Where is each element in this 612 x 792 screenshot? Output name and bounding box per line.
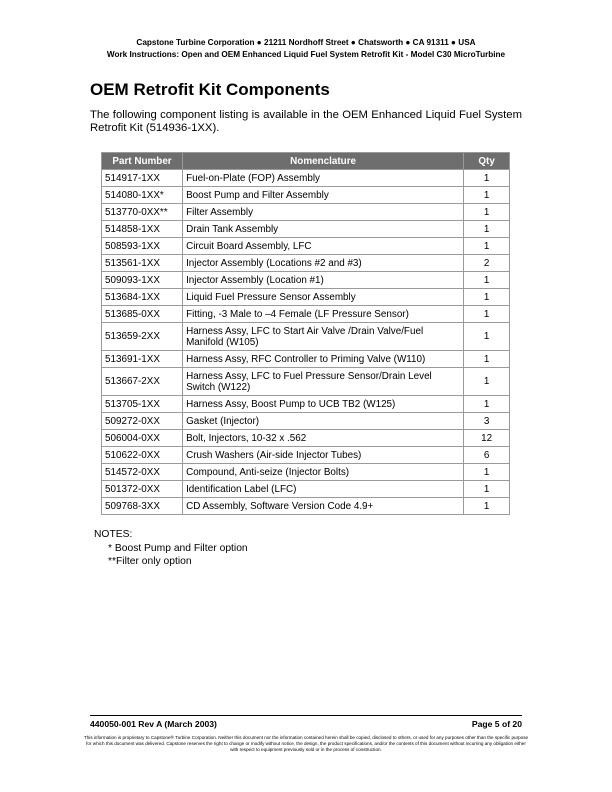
part-number-cell: 513561-1XX	[102, 255, 183, 272]
footer-disclaimer: This information is proprietary to Capstone® Turbine Corporation. Neither this document nor the information contained herein shall be copied, disclosed to others, or used for any purposes other than the specific purpose for which this document was delivered. Capstone reserves the right to change or modify without notice, the design, the product specifications, and/or the contents of this document without incurring any obligation either with respect to equipment previously sold or in the process of construction.	[83, 735, 529, 752]
table-row	[102, 306, 510, 323]
nomenclature-cell: Identification Label (LFC)	[183, 481, 464, 498]
header-doc-line: Work Instructions: Open and OEM Enhanced Liquid Fuel System Retrofit Kit - Model C30 MicroTurbine	[106, 50, 506, 59]
qty-cell: 1	[464, 187, 510, 204]
header-nomenclature: Nomenclature	[183, 153, 464, 170]
nomenclature-cell: Filter Assembly	[183, 204, 464, 221]
page-title: OEM Retrofit Kit Components	[90, 80, 330, 99]
nomenclature-cell: Crush Washers (Air-side Injector Tubes)	[183, 447, 464, 464]
footer-page-number: Page 5 of 20	[471, 719, 522, 729]
table-row	[102, 272, 510, 289]
nomenclature-cell: Liquid Fuel Pressure Sensor Assembly	[183, 289, 464, 306]
part-number-cell: 513667-2XX	[102, 368, 183, 396]
nomenclature-cell: Gasket (Injector)	[183, 413, 464, 430]
part-number-cell: 506004-0XX	[102, 430, 183, 447]
part-number-cell: 509272-0XX	[102, 413, 183, 430]
nomenclature-cell: Circuit Board Assembly, LFC	[183, 238, 464, 255]
note-item: **Filter only option	[108, 556, 192, 567]
notes-heading: NOTES:	[94, 529, 133, 540]
part-number-cell: 509093-1XX	[102, 272, 183, 289]
footer-divider	[90, 715, 522, 716]
qty-cell: 1	[464, 204, 510, 221]
part-number-cell: 501372-0XX	[102, 481, 183, 498]
qty-cell: 1	[464, 289, 510, 306]
table-row	[102, 289, 510, 306]
table-row	[102, 351, 510, 368]
part-number-cell: 513684-1XX	[102, 289, 183, 306]
qty-cell: 12	[464, 430, 510, 447]
table-row	[102, 170, 510, 187]
nomenclature-cell: Boost Pump and Filter Assembly	[183, 187, 464, 204]
nomenclature-cell: Harness Assy, LFC to Fuel Pressure Sensor/Drain Level Switch (W122)	[183, 368, 464, 396]
table-row	[102, 204, 510, 221]
notes-section	[94, 528, 248, 569]
qty-cell: 1	[464, 368, 510, 396]
part-number-cell: 510622-0XX	[102, 447, 183, 464]
nomenclature-cell: Bolt, Injectors, 10-32 x .562	[183, 430, 464, 447]
part-number-cell: 513659-2XX	[102, 323, 183, 351]
footer-doc-id: 440050-001 Rev A (March 2003)	[90, 719, 217, 729]
nomenclature-cell: Injector Assembly (Locations #2 and #3)	[183, 255, 464, 272]
qty-cell: 1	[464, 396, 510, 413]
part-number-cell: 513770-0XX**	[102, 204, 183, 221]
header-qty: Qty	[464, 153, 510, 170]
qty-cell: 1	[464, 272, 510, 289]
table-row	[102, 413, 510, 430]
part-number-cell: 514917-1XX	[102, 170, 183, 187]
table-row	[102, 255, 510, 272]
table-row	[102, 430, 510, 447]
table-row	[102, 396, 510, 413]
table-row	[102, 221, 510, 238]
intro-paragraph: The following component listing is available in the OEM Enhanced Liquid Fuel System Retrofit Kit (514936-1XX).	[90, 109, 522, 134]
table-row	[102, 464, 510, 481]
qty-cell: 1	[464, 481, 510, 498]
nomenclature-cell: Fitting, -3 Male to –4 Female (LF Pressure Sensor)	[183, 306, 464, 323]
components-table	[101, 152, 510, 515]
nomenclature-cell: CD Assembly, Software Version Code 4.9+	[183, 498, 464, 515]
table-row	[102, 498, 510, 515]
part-number-cell: 509768-3XX	[102, 498, 183, 515]
qty-cell: 1	[464, 170, 510, 187]
qty-cell: 1	[464, 306, 510, 323]
qty-cell: 1	[464, 498, 510, 515]
qty-cell: 1	[464, 221, 510, 238]
nomenclature-cell: Harness Assy, Boost Pump to UCB TB2 (W125)	[183, 396, 464, 413]
part-number-cell: 513705-1XX	[102, 396, 183, 413]
nomenclature-cell: Harness Assy, RFC Controller to Priming Valve (W110)	[183, 351, 464, 368]
part-number-cell: 513691-1XX	[102, 351, 183, 368]
nomenclature-cell: Fuel-on-Plate (FOP) Assembly	[183, 170, 464, 187]
part-number-cell: 508593-1XX	[102, 238, 183, 255]
qty-cell: 6	[464, 447, 510, 464]
note-item: * Boost Pump and Filter option	[108, 542, 248, 554]
qty-cell: 2	[464, 255, 510, 272]
table-header-row	[102, 153, 510, 170]
part-number-cell: 514080-1XX*	[102, 187, 183, 204]
nomenclature-cell: Harness Assy, LFC to Start Air Valve /Drain Valve/Fuel Manifold (W105)	[183, 323, 464, 351]
nomenclature-cell: Compound, Anti-seize (Injector Bolts)	[183, 464, 464, 481]
header-company-line: Capstone Turbine Corporation ● 21211 Nordhoff Street ● Chatsworth ● CA 91311 ● USA	[136, 38, 476, 47]
part-number-cell: 514858-1XX	[102, 221, 183, 238]
qty-cell: 1	[464, 464, 510, 481]
part-number-cell: 513685-0XX	[102, 306, 183, 323]
part-number-cell: 514572-0XX	[102, 464, 183, 481]
nomenclature-cell: Injector Assembly (Location #1)	[183, 272, 464, 289]
table-row	[102, 481, 510, 498]
qty-cell: 1	[464, 323, 510, 351]
header-part-number: Part Number	[102, 153, 183, 170]
table-row	[102, 368, 510, 396]
table-row	[102, 187, 510, 204]
nomenclature-cell: Drain Tank Assembly	[183, 221, 464, 238]
table-row	[102, 323, 510, 351]
qty-cell: 3	[464, 413, 510, 430]
table-row	[102, 238, 510, 255]
table-row	[102, 447, 510, 464]
qty-cell: 1	[464, 238, 510, 255]
qty-cell: 1	[464, 351, 510, 368]
